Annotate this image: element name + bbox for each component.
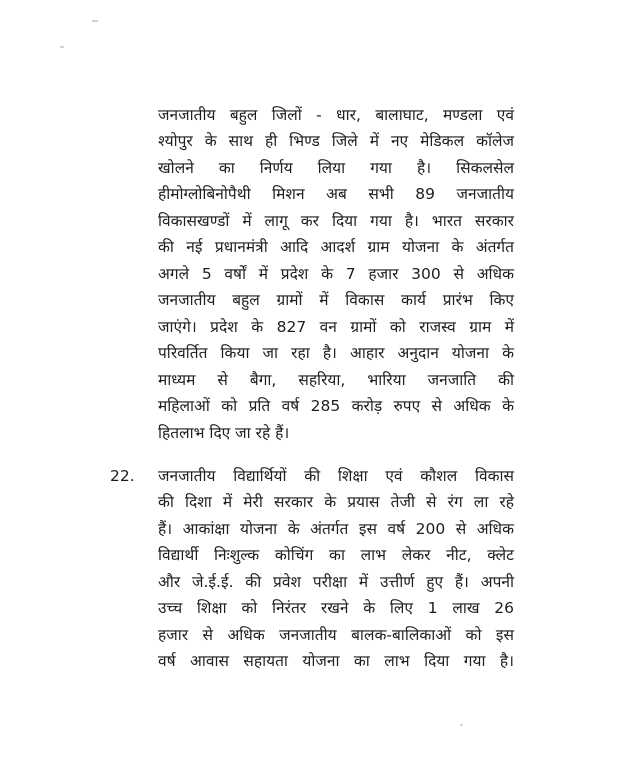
- text-line: विद्यार्थी निःशुल्क कोचिंग का लाभ लेकर नीट, क्लेट: [158, 546, 514, 564]
- text-line: श्योपुर के साथ ही भिण्ड जिले में नए मेडिकल कॉलेज: [158, 132, 514, 150]
- text-line: हजार से अधिक जनजातीय बालक-बालिकाओं को इस: [158, 626, 514, 644]
- text-line: खोलने का निर्णय लिया गया है। सिकलसेल: [158, 159, 514, 177]
- text-line: और जे.ई.ई. की प्रवेश परीक्षा में उत्तीर्ण हुए हैं। अपनी: [158, 573, 514, 591]
- scan-speck: [460, 724, 463, 726]
- text-line: हैं। आकांक्षा योजना के अंतर्गत इस वर्ष 200 से अधिक: [158, 520, 514, 538]
- text-line: उच्च शिक्षा को निरंतर रखने के लिए 1 लाख 26: [158, 599, 514, 617]
- text-line: की दिशा में मेरी सरकार के प्रयास तेजी से रंग ला रहे: [158, 493, 514, 511]
- scan-speck: [92, 20, 98, 22]
- paragraph-number: 22.: [110, 467, 135, 485]
- text-line: जनजातीय बहुल जिलों - धार, बालाघाट, मण्डला एवं: [158, 106, 514, 124]
- text-line: परिवर्तित किया जा रहा है। आहार अनुदान योजना के: [158, 344, 514, 362]
- text-line: जाएंगे। प्रदेश के 827 वन ग्रामों को राजस्व ग्राम में: [158, 318, 514, 336]
- text-line: की नई प्रधानमंत्री आदि आदर्श ग्राम योजना के अंतर्गत: [158, 238, 514, 256]
- text-line: विकासखण्डों में लागू कर दिया गया है। भारत सरकार: [158, 212, 514, 230]
- scan-speck: [60, 46, 64, 48]
- text-line: जनजातीय विद्यार्थियों की शिक्षा एवं कौशल विकास: [158, 467, 514, 485]
- text-line: हीमोग्लोबिनोपैथी मिशन अब सभी 89 जनजातीय: [158, 185, 514, 203]
- text-line: माध्यम से बैगा, सहरिया, भारिया जनजाति की: [158, 371, 514, 389]
- text-line: जनजातीय बहुल ग्रामों में विकास कार्य प्रारंभ किए: [158, 291, 514, 309]
- text-line: हितलाभ दिए जा रहे हैं।: [158, 424, 290, 442]
- text-line: वर्ष आवास सहायता योजना का लाभ दिया गया है।: [158, 652, 514, 670]
- text-line: महिलाओं को प्रति वर्ष 285 करोड़ रुपए से अधिक के: [158, 397, 514, 415]
- text-line: अगले 5 वर्षों में प्रदेश के 7 हजार 300 से अधिक: [158, 265, 514, 283]
